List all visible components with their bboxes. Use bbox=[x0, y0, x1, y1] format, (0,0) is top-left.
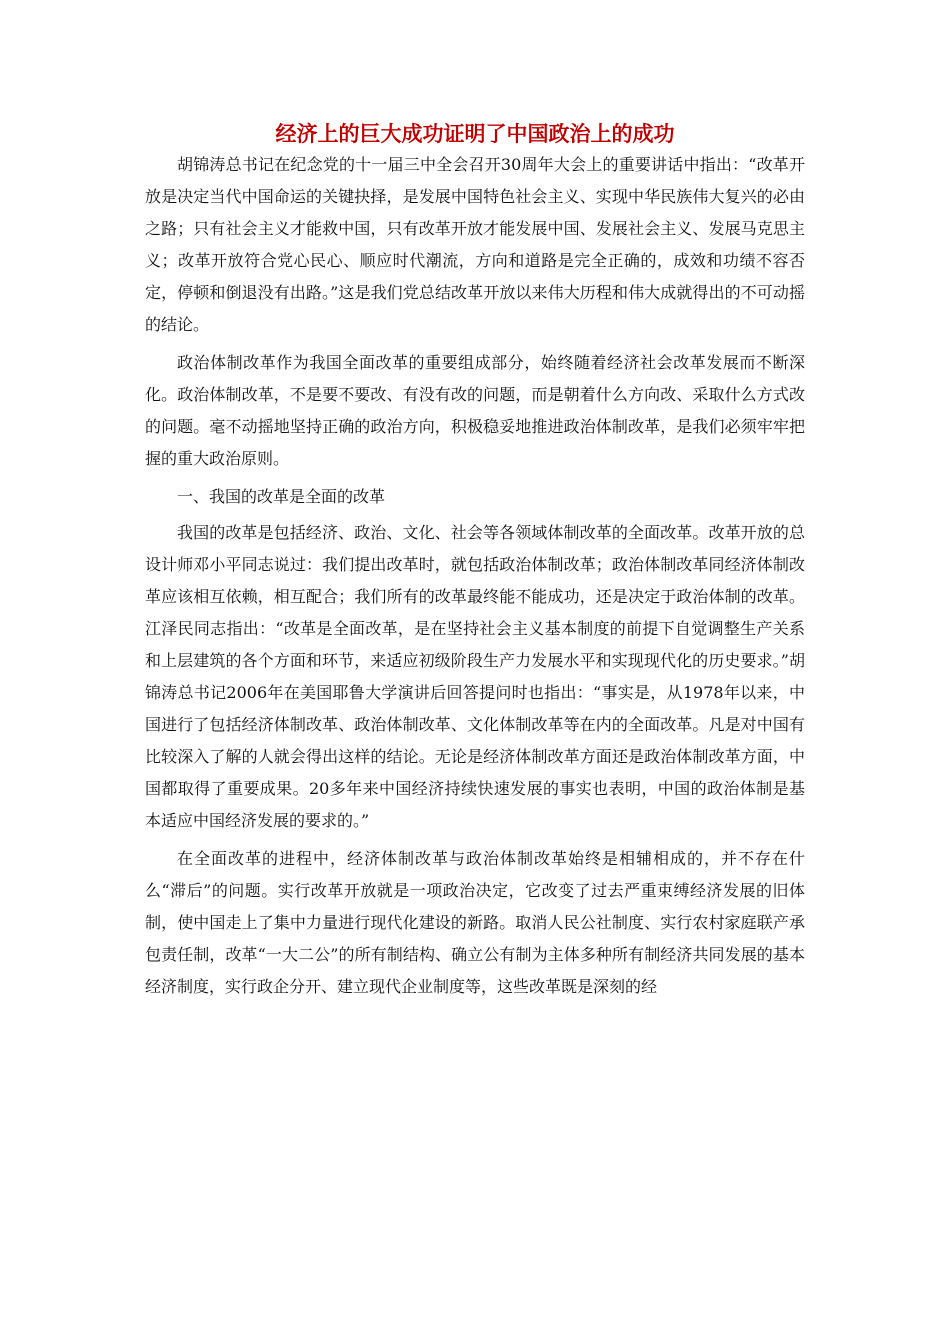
document-title: 经济上的巨大成功证明了中国政治上的成功 bbox=[275, 121, 675, 146]
paragraph-2: 政治体制改革作为我国全面改革的重要组成部分，始终随着经济社会改革发展而不断深化。政治体制改革，不是要不要改、有没有改的问题，而是朝着什么方向改、采取什么方式改的问题。毫不动摇地坚持正确的政治方向，积极稳妥地推进政治体制改革，是我们必须牢牢把握的重大政治原则。 bbox=[145, 353, 805, 468]
section-heading: 一、我国的改革是全面的改革 bbox=[177, 487, 386, 506]
paragraph-1: 胡锦涛总书记在纪念党的十一届三中全会召开30周年大会上的重要讲话中指出：“改革开放是决定当代中国命运的关键抉择，是发展中国特色社会主义、实现中华民族伟大复兴的必由之路；只有社会主义才能救中国，只有改革开放才能发展中国、发展社会主义、发展马克思主义；改革开放符合党心民心、顺应时代潮流，方向和道路是完全正确的，成效和功绩不容否定，停顿和倒退没有出路。”这是我们党总结改革开放以来伟大历程和伟大成就得出的不可动摇的结论。 bbox=[145, 155, 805, 334]
paragraph-3: 我国的改革是包括经济、政治、文化、社会等各领域体制改革的全面改革。改革开放的总设计师邓小平同志说过：我们提出改革时，就包括政治体制改革；政治体制改革同经济体制改革应该相互依赖，相互配合；我们所有的改革最终能不能成功，还是决定于政治体制的改革。江泽民同志指出：“改革是全面改革，是在坚持社会主义基本制度的前提下自觉调整生产关系和上层建筑的各个方面和环节，来适应初级阶段生产力发展水平和实现现代化的历史要求。”胡锦涛总书记2006年在美国耶鲁大学演讲后回答提问时也指出：“事实是，从1978年以来，中国进行了包括经济体制改革、政治体制改革、文化体制改革等在内的全面改革。凡是对中国有比较深入了解的人就会得出这样的结论。无论是经济体制改革方面还是政治体制改革方面，中国都取得了重要成果。20多年来中国经济持续快速发展的事实也表明，中国的政治体制是基本适应中国经济发展的要求的。” bbox=[145, 523, 805, 830]
document-body bbox=[145, 149, 805, 1009]
paragraph-4: 在全面改革的进程中，经济体制改革与政治体制改革始终是相辅相成的，并不存在什么“滞后”的问题。实行改革开放就是一项政治决定，它改变了过去严重束缚经济发展的旧体制，使中国走上了集中力量进行现代化建设的新路。取消人民公社制度、实行农村家庭联产承包责任制，改革“一大二公”的所有制结构、确立公有制为主体多种所有制经济共同发展的基本经济制度，实行政企分开、建立现代企业制度等，这些改革既是深刻的经 bbox=[145, 849, 805, 996]
